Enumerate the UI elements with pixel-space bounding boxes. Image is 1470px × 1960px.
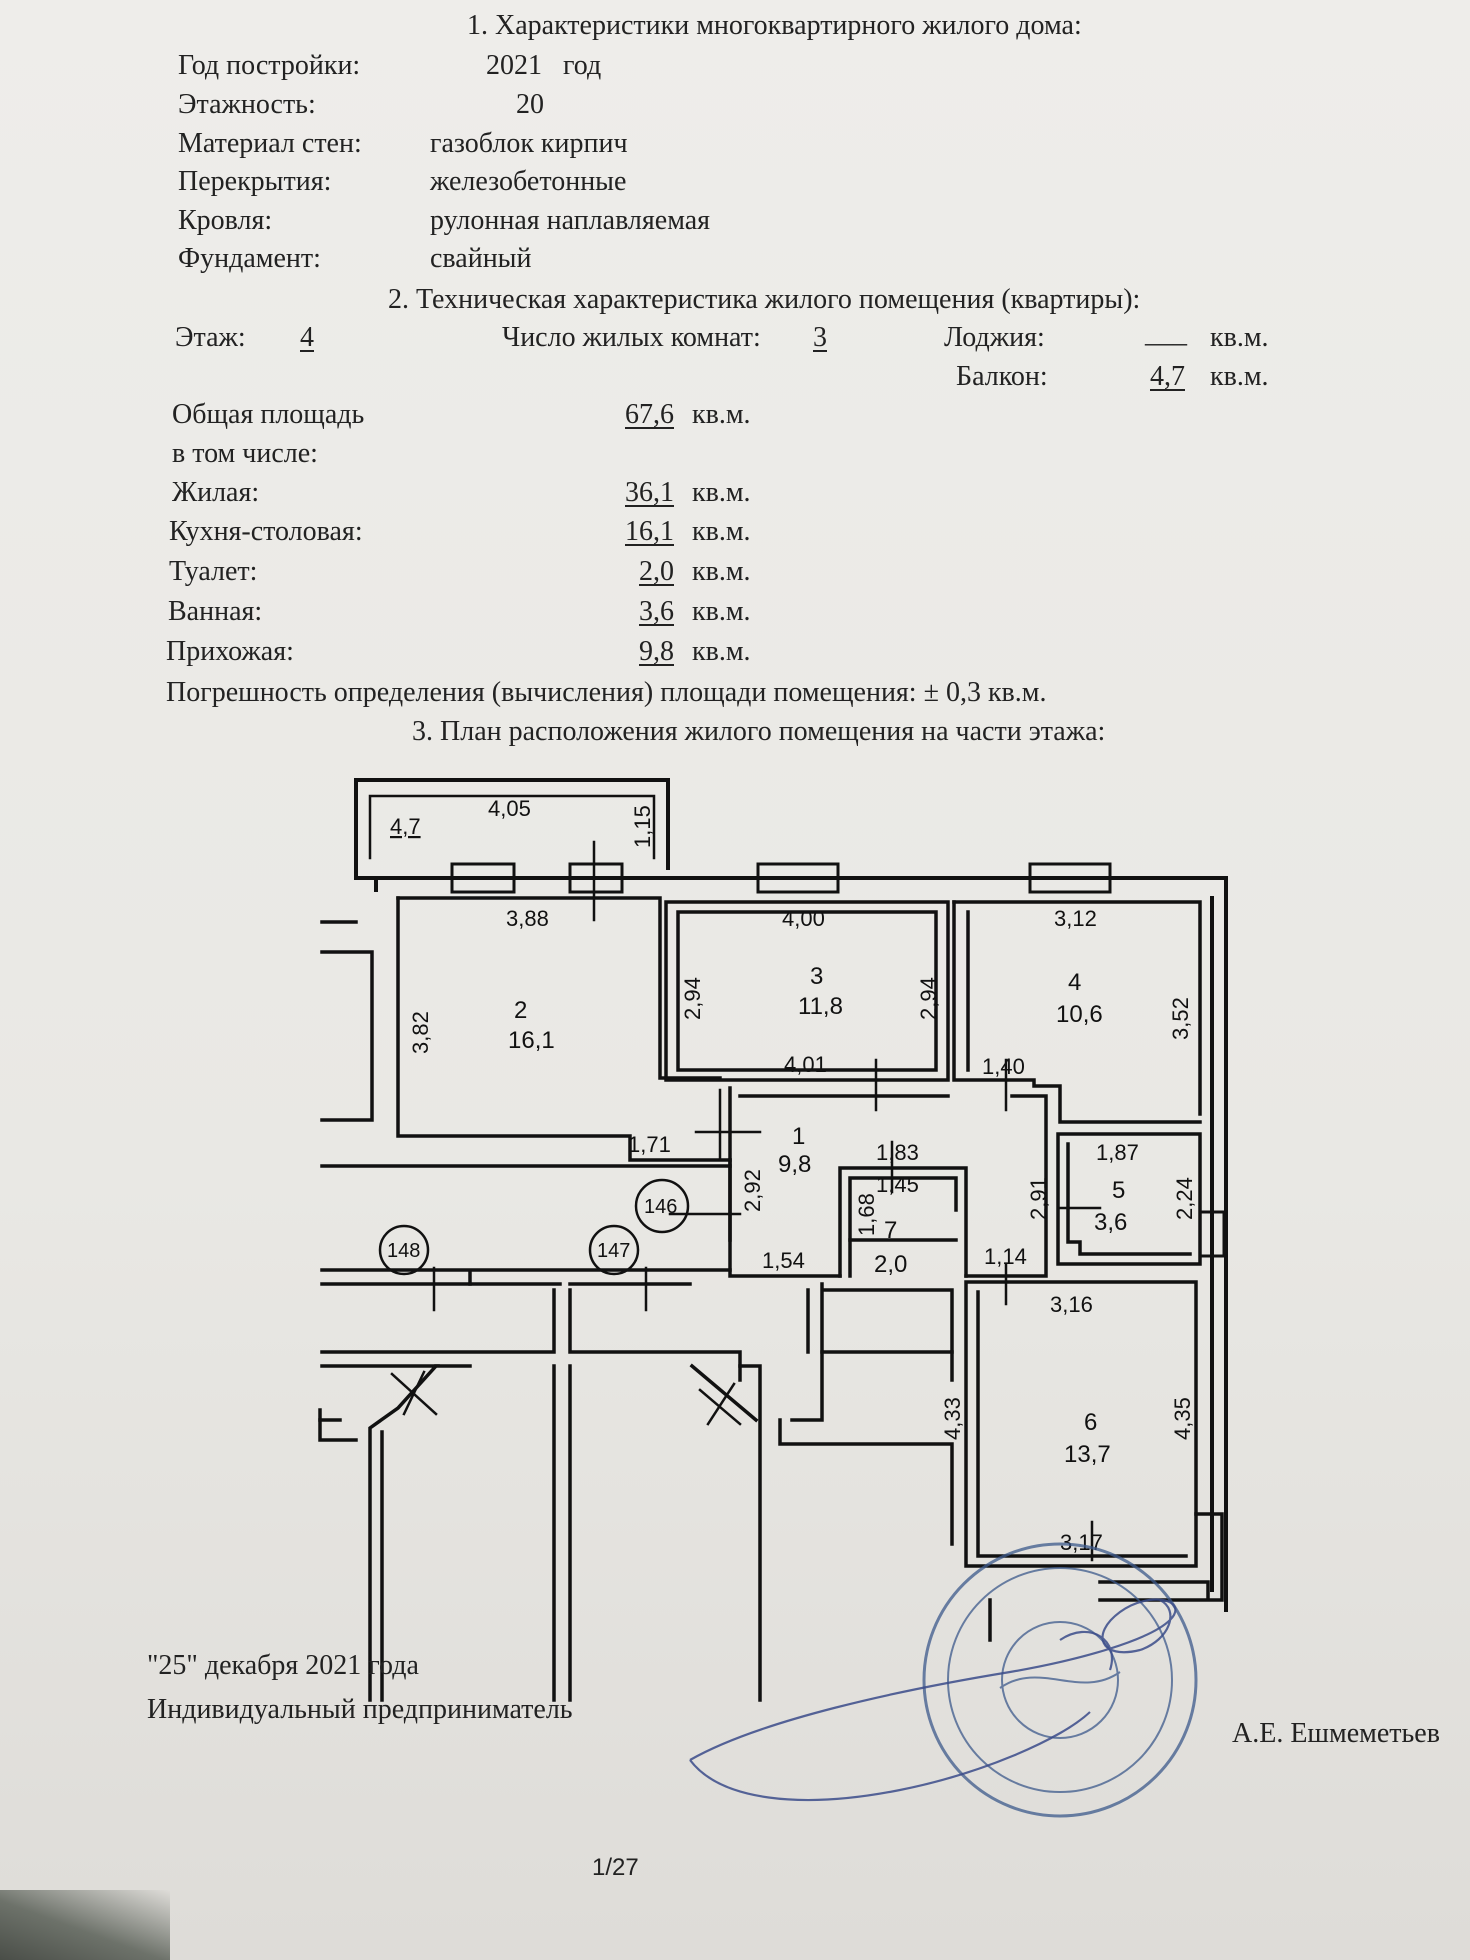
living-area-unit: кв.м. [692, 477, 751, 508]
total-area-label: Общая площадь [172, 399, 365, 430]
room-1-dim-bottom: 1,54 [762, 1248, 805, 1273]
total-area-unit: кв.м. [692, 399, 751, 430]
toilet-area-value: 2,0 [639, 556, 674, 587]
room-5-dim-right: 2,24 [1172, 1177, 1197, 1220]
balcony-area-label: 4,7 [390, 814, 421, 839]
room-2-walls [398, 898, 730, 1160]
floor-label: Этаж: [175, 322, 246, 353]
bath-area-unit: кв.м. [692, 596, 751, 627]
section3-title: 3. План расположения жилого помещения на части этажа: [412, 716, 1106, 747]
floors-value: 20 [516, 89, 544, 120]
room-7-dim-width: 1,45 [876, 1172, 919, 1197]
signer-position: Индивидуальный предприниматель [147, 1694, 573, 1725]
room-6-number: 6 [1084, 1409, 1098, 1436]
balcony-depth-label: 1,15 [630, 805, 655, 848]
room-6-dim-bottom: 3,17 [1060, 1530, 1103, 1555]
kitchen-area-value: 16,1 [625, 516, 674, 547]
section1-title: 1. Характеристики многоквартирного жилого дома: [467, 10, 1082, 41]
room-1-dim-width: 1,83 [876, 1140, 919, 1165]
rooms-value: 3 [813, 322, 827, 353]
toilet-area-label: Туалет: [169, 556, 258, 587]
room-1-number: 1 [792, 1123, 806, 1150]
room-3-dim-left: 2,94 [680, 977, 705, 1020]
room-2-dim-bottom: 1,71 [628, 1132, 671, 1157]
room-2-number: 2 [514, 997, 528, 1024]
room-3-number: 3 [810, 963, 824, 990]
foundation-label: Фундамент: [178, 243, 321, 274]
room-3-dim-bottom: 4,01 [784, 1052, 827, 1077]
rooms-label: Число жилых комнат: [502, 322, 761, 353]
living-area-value: 36,1 [625, 477, 674, 508]
page-number: 1/27 [592, 1854, 639, 1881]
room-5-walls [1058, 1134, 1224, 1264]
room-5-area: 3,6 [1094, 1209, 1128, 1236]
apt-marker-148: 148 [387, 1240, 421, 1262]
room-4-number: 4 [1068, 969, 1082, 996]
floor-value: 4 [300, 322, 314, 353]
room-3-dim-width: 4,00 [782, 906, 825, 931]
room-7-area: 2,0 [874, 1251, 908, 1278]
foundation-value: свайный [430, 243, 532, 274]
document-date: "25" декабря 2021 года [147, 1650, 419, 1681]
toilet-area-unit: кв.м. [692, 556, 751, 587]
outer-wall [356, 864, 1226, 1610]
apt-marker-147: 147 [597, 1240, 631, 1262]
room-5-dim-width: 1,87 [1096, 1140, 1139, 1165]
floors-slab-label: Перекрытия: [178, 166, 332, 197]
room-7-number: 7 [884, 1217, 898, 1244]
balcony-width-label: 4,05 [488, 796, 531, 821]
room-6-dim-right: 4,35 [1170, 1397, 1195, 1440]
room-6-area: 13,7 [1064, 1441, 1111, 1468]
balcony-value: 4,7 [1150, 361, 1185, 392]
room-6-dim-left: 4,33 [940, 1397, 965, 1440]
wall-material-value: газоблок кирпич [430, 128, 628, 159]
including-label: в том числе: [172, 438, 318, 469]
bath-area-label: Ванная: [168, 596, 263, 627]
room-1-area: 9,8 [778, 1151, 812, 1178]
section2-title: 2. Техническая характеристика жилого помещения (квартиры): [388, 284, 1141, 315]
balcony-label: Балкон: [956, 361, 1048, 392]
room-5-number: 5 [1112, 1177, 1126, 1204]
room-7-dim-height: 1,68 [854, 1193, 879, 1236]
room-2-dim-width: 3,88 [506, 906, 549, 931]
loggia-unit: кв.м. [1210, 322, 1269, 353]
room-4-dim-height: 3,52 [1168, 997, 1193, 1040]
roof-value: рулонная наплавляемая [430, 205, 711, 236]
room-3-dim-right: 2,94 [916, 977, 941, 1020]
room-4-dim-bottom: 1,40 [982, 1054, 1025, 1079]
room-2-dim-height: 3,82 [408, 1011, 433, 1054]
room-2-area: 16,1 [508, 1027, 555, 1054]
room-1-dim-height: 2,92 [740, 1169, 765, 1212]
hall-area-unit: кв.м. [692, 636, 751, 667]
loggia-label: Лоджия: [944, 322, 1045, 353]
kitchen-area-label: Кухня-столовая: [169, 516, 363, 547]
floors-label: Этажность: [178, 89, 316, 120]
living-area-label: Жилая: [172, 477, 260, 508]
hall-area-value: 9,8 [639, 636, 674, 667]
balcony-unit: кв.м. [1210, 361, 1269, 392]
build-year-label: Год постройки: [178, 50, 361, 81]
apt-marker-146: 146 [644, 1196, 678, 1218]
room-5-dim-bottom: 1,14 [984, 1244, 1027, 1269]
floors-slab-value: железобетонные [430, 166, 627, 197]
room-3-area: 11,8 [798, 993, 843, 1020]
bath-area-value: 3,6 [639, 596, 674, 627]
room-6-dim-width: 3,16 [1050, 1292, 1093, 1317]
total-area-value: 67,6 [625, 399, 674, 430]
wall-material-label: Материал стен: [178, 128, 362, 159]
kitchen-area-unit: кв.м. [692, 516, 751, 547]
table-edge-shadow [0, 1890, 170, 1960]
room-4-dim-width: 3,12 [1054, 906, 1097, 931]
build-year-value: 2021 год [486, 50, 602, 81]
room-4-area: 10,6 [1056, 1001, 1103, 1028]
hall-area-label: Прихожая: [166, 636, 294, 667]
room-5-dim-left: 2,91 [1026, 1177, 1051, 1220]
loggia-value: ___ [1145, 318, 1187, 349]
signer-name: А.Е. Ешмеметьев [1232, 1718, 1440, 1749]
error-note: Погрешность определения (вычисления) площади помещения: ± 0,3 кв.м. [166, 677, 1047, 708]
roof-label: Кровля: [178, 205, 273, 236]
